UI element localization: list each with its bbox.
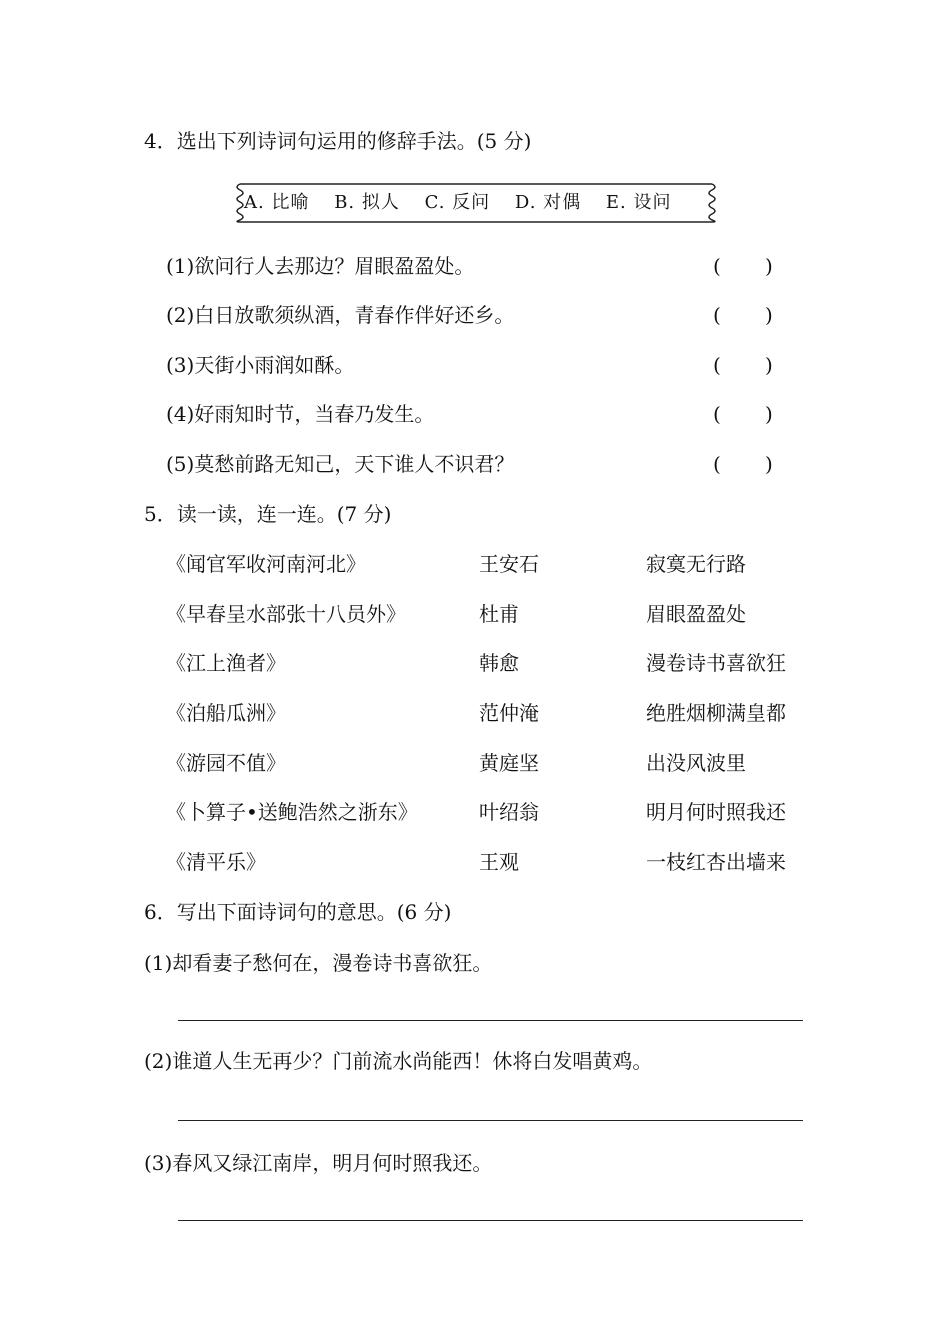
poem-title-6[interactable]: 《卜算子•送鲍浩然之浙东》 (166, 800, 418, 824)
answer-paren-close-4: ) (765, 402, 773, 426)
poem-title-3[interactable]: 《江上渔者》 (166, 651, 286, 675)
option-e: E. 设问 (605, 192, 672, 213)
author-7[interactable]: 王观 (479, 850, 519, 874)
verse-1[interactable]: 寂寞无行路 (646, 552, 746, 576)
options-row (244, 190, 689, 216)
option-d: D. 对偶 (514, 192, 582, 213)
poem-title-1[interactable]: 《闻官军收河南河北》 (166, 552, 366, 576)
poem-title-5[interactable]: 《游园不值》 (166, 751, 286, 775)
rhetoric-options-box (232, 182, 720, 224)
verse-7[interactable]: 一枝红杏出墙来 (646, 850, 786, 874)
poem-title-4[interactable]: 《泊船瓜洲》 (166, 701, 286, 725)
q6-item-1: (1)却看妻子愁何在，漫卷诗书喜欲狂。 (144, 951, 493, 975)
verse-6[interactable]: 明月何时照我还 (646, 800, 786, 824)
answer-line-3[interactable] (178, 1220, 803, 1221)
q4-item-4: (4)好雨知时节，当春乃发生。 (166, 402, 435, 426)
q6-title: 6．写出下面诗词句的意思。(6 分) (144, 900, 452, 924)
author-1[interactable]: 王安石 (479, 552, 539, 576)
answer-paren-close-5: ) (765, 452, 773, 476)
q4-item-1: (1)欲问行人去那边？眉眼盈盈处。 (166, 254, 475, 278)
answer-paren-open-5[interactable]: ( (713, 452, 721, 476)
answer-paren-open-3[interactable]: ( (713, 353, 721, 377)
q5-title: 5．读一读，连一连。(7 分) (144, 502, 392, 526)
answer-paren-close-2: ) (765, 303, 773, 327)
author-2[interactable]: 杜甫 (479, 602, 519, 626)
poem-title-7[interactable]: 《清平乐》 (166, 850, 266, 874)
q4-item-5: (5)莫愁前路无知己，天下谁人不识君？ (166, 452, 515, 476)
author-4[interactable]: 范仲淹 (479, 701, 539, 725)
q6-item-2: (2)谁道人生无再少？门前流水尚能西！休将白发唱黄鸡。 (144, 1049, 653, 1073)
answer-paren-close-3: ) (765, 353, 773, 377)
verse-2[interactable]: 眉眼盈盈处 (646, 602, 746, 626)
q4-item-3: (3)天街小雨润如酥。 (166, 353, 355, 377)
answer-paren-open-4[interactable]: ( (713, 402, 721, 426)
option-a: A. 比喻 (244, 192, 310, 213)
answer-paren-open-1[interactable]: ( (713, 254, 721, 278)
author-6[interactable]: 叶绍翁 (479, 800, 539, 824)
verse-4[interactable]: 绝胜烟柳满皇都 (646, 701, 786, 725)
q4-item-2: (2)白日放歌须纵酒，青春作伴好还乡。 (166, 303, 515, 327)
q4-title: 4．选出下列诗词句运用的修辞手法。(5 分) (144, 129, 532, 153)
answer-line-1[interactable] (178, 1020, 803, 1021)
verse-5[interactable]: 出没风波里 (646, 751, 746, 775)
option-b: B. 拟人 (334, 192, 400, 213)
answer-paren-open-2[interactable]: ( (713, 303, 721, 327)
answer-paren-close-1: ) (765, 254, 773, 278)
author-3[interactable]: 韩愈 (479, 651, 519, 675)
q6-item-3: (3)春风又绿江南岸，明月何时照我还。 (144, 1151, 493, 1175)
poem-title-2[interactable]: 《早春呈水部张十八员外》 (166, 602, 406, 626)
option-c: C. 反问 (424, 192, 491, 213)
verse-3[interactable]: 漫卷诗书喜欲狂 (646, 651, 786, 675)
author-5[interactable]: 黄庭坚 (479, 751, 539, 775)
answer-line-2[interactable] (178, 1120, 803, 1121)
